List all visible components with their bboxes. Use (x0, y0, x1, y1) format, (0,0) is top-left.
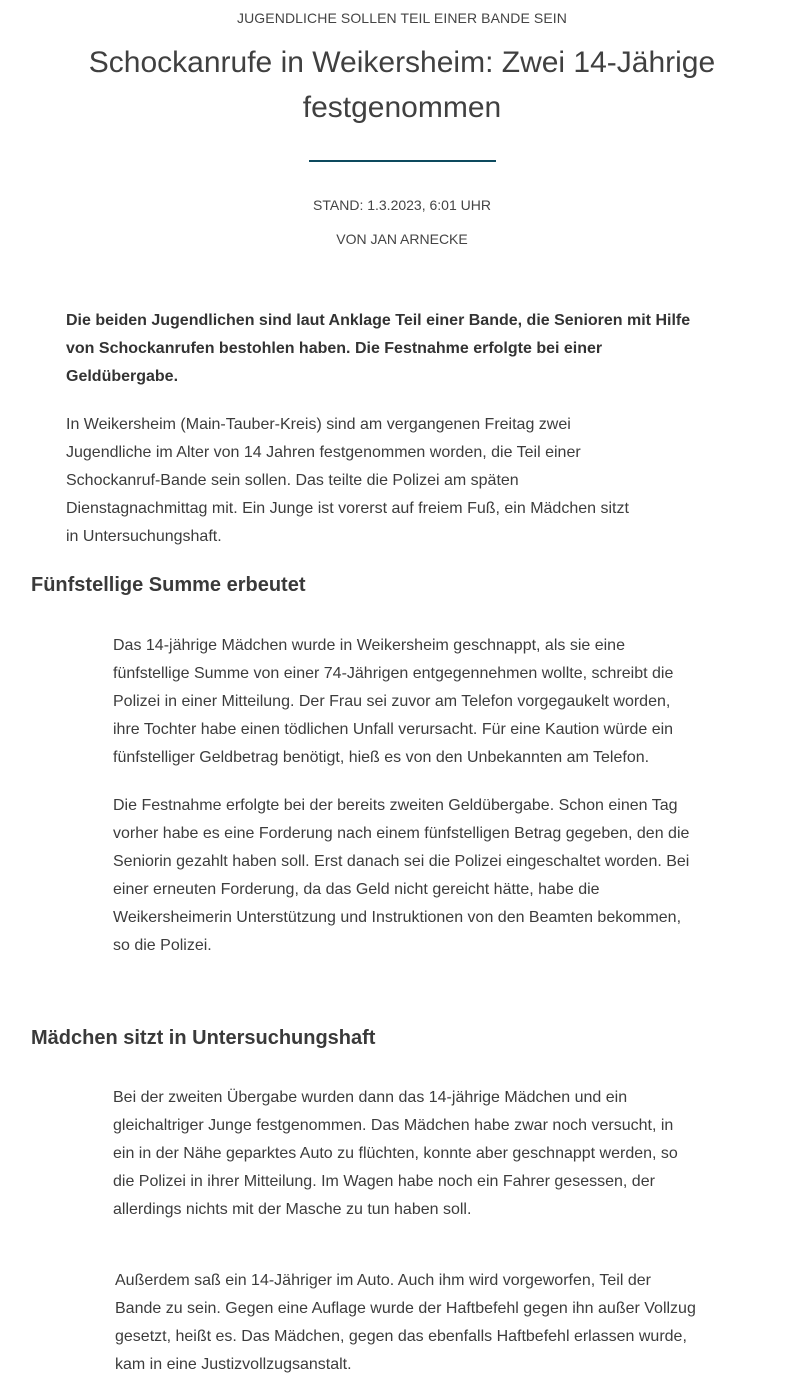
paragraph-line: Bande zu sein. Gegen eine Auflage wurde der Haftbefehl gegen ihn außer Vollzug (115, 1300, 696, 1317)
page-title (0, 40, 804, 130)
paragraph-line: fünfstellige Summe von einer 74-Jährigen entgegennehmen wollte, schreibt die (113, 665, 674, 682)
paragraph-line: allerdings nichts mit der Masche zu tun haben soll. (113, 1201, 472, 1218)
article-author: VON JAN ARNECKE (336, 231, 468, 247)
paragraph-line: ihre Tochter habe einen tödlichen Unfall verursacht. Für eine Kaution würde ein (113, 721, 674, 738)
paragraph-line: Polizei in einer Mitteilung. Der Frau sei zuvor am Telefon vorgegaukelt worden, (113, 693, 671, 710)
paragraph-line: in Untersuchungshaft. (66, 528, 222, 545)
paragraph-line: Seniorin gezahlt haben soll. Erst danach sei die Polizei eingeschaltet worden. Bei (113, 853, 690, 870)
paragraph-line: Geldübergabe. (66, 368, 179, 385)
paragraph-line: Außerdem saß ein 14-Jähriger im Auto. Auch ihm wird vorgeworfen, Teil der (115, 1272, 651, 1289)
section2-paragraph-1 (113, 1084, 678, 1224)
paragraph-line: Bei der zweiten Übergabe wurden dann das 14-jährige Mädchen und ein (113, 1089, 628, 1106)
paragraph-line: Jugendliche im Alter von 14 Jahren festgenommen worden, die Teil einer (66, 444, 581, 461)
paragraph-line: ein in der Nähe geparktes Auto zu flüchten, konnte aber geschnappt werden, so (113, 1145, 678, 1162)
paragraph-line: In Weikersheim (Main-Tauber-Kreis) sind am vergangenen Freitag zwei (66, 416, 571, 433)
paragraph-line: die Polizei in ihrer Mitteilung. Im Wagen habe noch ein Fahrer gesessen, der (113, 1173, 655, 1190)
title-line: Schockanrufe in Weikersheim: Zwei 14-Jährige (88, 46, 716, 79)
section1-paragraph-1 (113, 632, 673, 772)
section-heading: Mädchen sitzt in Untersuchungshaft (31, 1027, 376, 1049)
article-lead (66, 307, 690, 391)
paragraph-line: gleichaltriger Junge festgenommen. Das Mädchen habe zwar noch versucht, in (113, 1117, 674, 1134)
section-heading: Fünfstellige Summe erbeutet (31, 574, 306, 596)
paragraph-line: Die Festnahme erfolgte bei der bereits zweiten Geldübergabe. Schon einen Tag (113, 797, 678, 814)
paragraph-line: gesetzt, heißt es. Das Mädchen, gegen das ebenfalls Haftbefehl erlassen wurde, (115, 1328, 687, 1345)
title-divider (309, 160, 496, 162)
article-date: STAND: 1.3.2023, 6:01 UHR (313, 197, 491, 213)
paragraph-line: Dienstagnachmittag mit. Ein Junge ist vorerst auf freiem Fuß, ein Mädchen sitzt (66, 500, 629, 517)
article-kicker: JUGENDLICHE SOLLEN TEIL EINER BANDE SEIN (237, 10, 567, 26)
paragraph-line: Das 14-jährige Mädchen wurde in Weikersheim geschnappt, als sie eine (113, 637, 625, 654)
paragraph-line: vorher habe es eine Forderung nach einem fünfstelligen Betrag gegeben, den die (113, 825, 690, 842)
paragraph-line: einer erneuten Forderung, da das Geld nicht gereicht hätte, habe die (113, 881, 600, 898)
title-line: festgenommen (302, 91, 502, 124)
paragraph-line: fünfstelliger Geldbetrag benötigt, hieß es von den Unbekannten am Telefon. (113, 749, 650, 766)
paragraph-line: von Schockanrufen bestohlen haben. Die Festnahme erfolgte bei einer (66, 340, 603, 357)
paragraph-line: so die Polizei. (113, 937, 212, 954)
section1-paragraph-2 (113, 792, 689, 960)
intro-paragraph (66, 411, 629, 551)
paragraph-line: Weikersheimerin Unterstützung und Instruktionen von den Beamten bekommen, (113, 909, 682, 926)
paragraph-line: Die beiden Jugendlichen sind laut Anklage Teil einer Bande, die Senioren mit Hilfe (66, 312, 691, 329)
section2-paragraph-2 (115, 1267, 696, 1379)
paragraph-line: kam in eine Justizvollzugsanstalt. (115, 1356, 352, 1373)
paragraph-line: Schockanruf-Bande sein sollen. Das teilte die Polizei am späten (66, 472, 519, 489)
